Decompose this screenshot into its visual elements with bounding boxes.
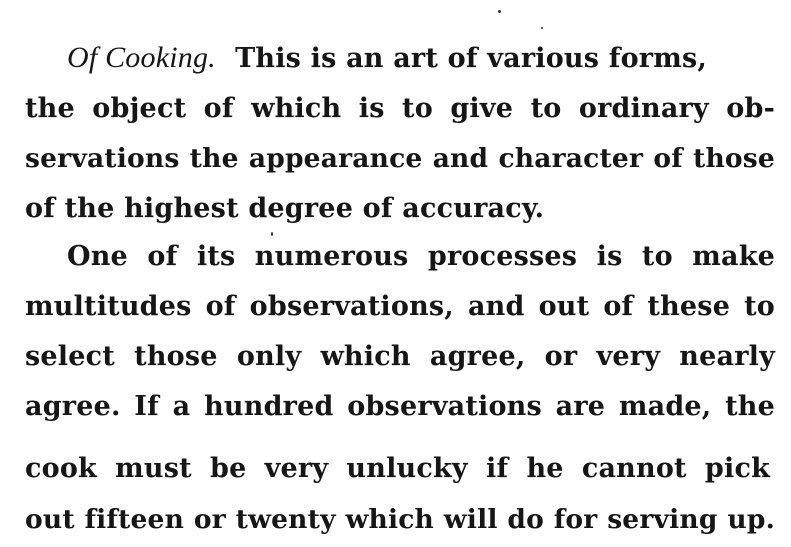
paragraph2-line2: multitudes of observations, and out of these to [25,291,775,322]
paragraph2-line6: out fifteen or twenty which will do for serving up. [25,504,775,535]
paragraph2-line1: One of its numerous processes is to make [67,241,775,272]
paragraph2-line5: cook must be very unlucky if he cannot pick [25,453,770,484]
paragraph1-line1: This is an art of various forms, [235,43,707,74]
ink-speck [271,232,273,236]
paragraph1-line4: of the highest degree of accuracy. [25,193,545,224]
ink-speck [541,27,543,29]
paragraph2-line4: agree. If a hundred observations are made, the [25,391,775,422]
paragraph1-line2: the object of which is to give to ordinary ob- [25,93,775,124]
paragraph2-line3: select those only which agree, or very nearly [25,341,775,372]
paragraph1-line3: servations the appearance and character of those [25,143,775,174]
section-heading: Of Cooking. [67,41,216,74]
text-line-1 [67,43,707,73]
ink-speck [498,10,501,13]
